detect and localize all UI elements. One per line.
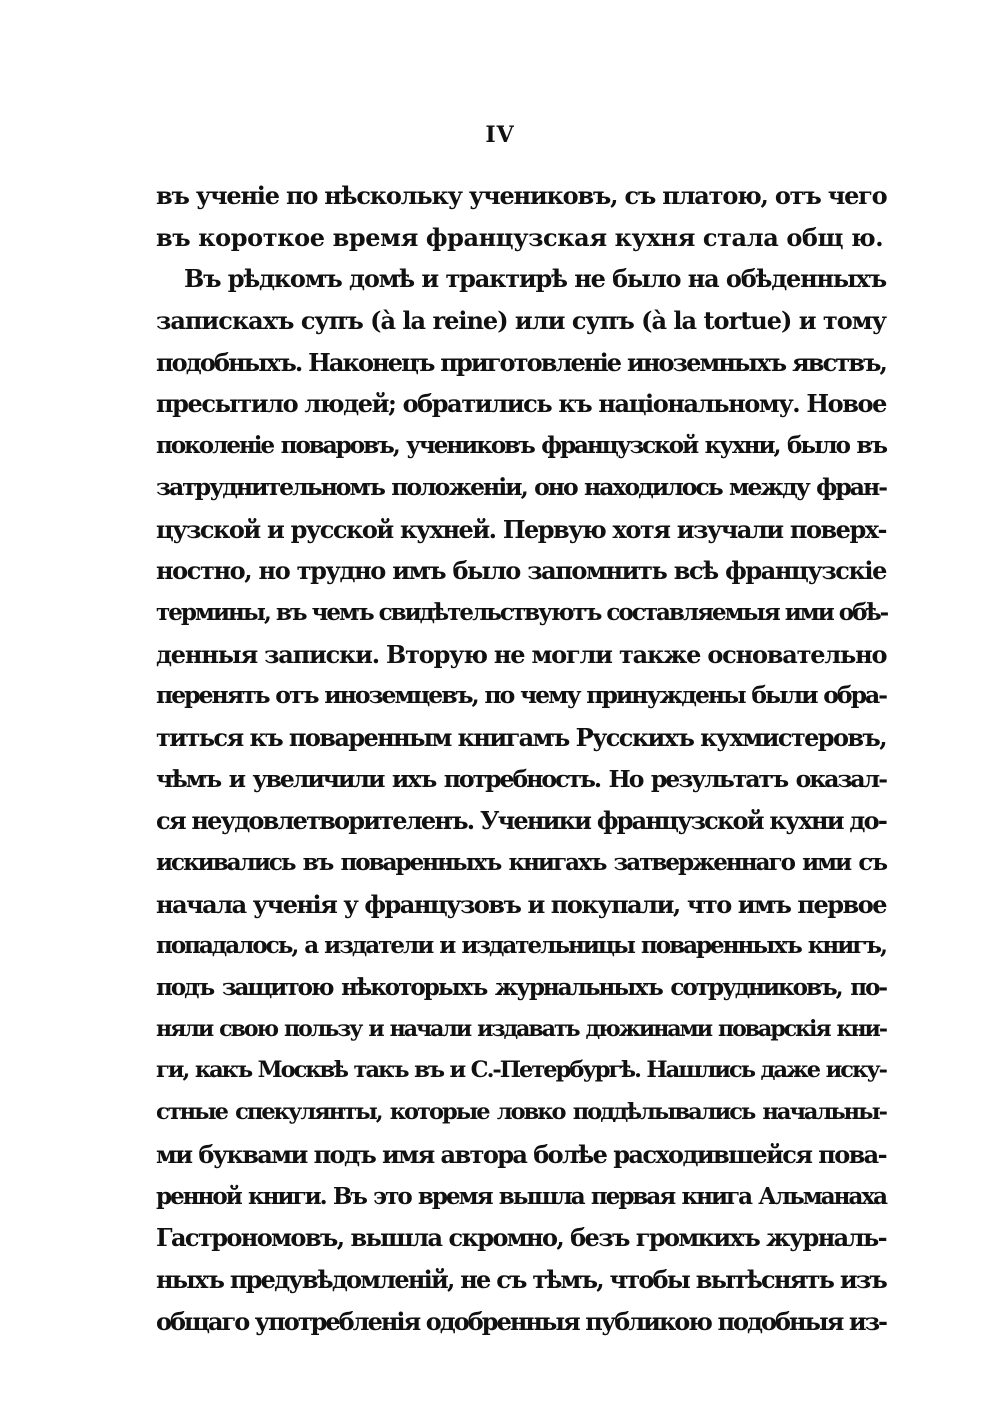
text-line: денныя записки. Вторую не могли также основательно <box>156 639 887 669</box>
text-line: начала ученія у французовъ и покупали, что имъ первое <box>156 889 886 919</box>
text-line: въ ученіе по нѣскольку учениковъ, съ платою, отъ чего <box>156 181 887 210</box>
text-line: чѣмъ и увеличили ихъ потребность. Но результатъ оказал- <box>156 764 886 793</box>
text-line: поколеніе поваровъ, учениковъ французской кухни, было въ <box>156 432 886 460</box>
text-line: попадалось, а издатели и издательницы поваренныхъ книгъ, <box>156 932 886 960</box>
text-line: затруднительномъ положеніи, оно находилось между фран- <box>156 472 886 501</box>
text-line: термины, въ чемъ свидѣтельствуютъ составляемыя ими обѣ- <box>156 598 888 626</box>
page-number: IV <box>485 122 515 148</box>
text-line: титься къ поваренным книгамъ Русскихъ кухмистеровъ, <box>156 722 886 752</box>
text-line: общаго употребленія одобренныя публикою подобныя из- <box>156 1306 886 1336</box>
text-line: Въ рѣдкомъ домѣ и трактирѣ не было на обѣденныхъ <box>184 264 886 294</box>
text-line: цузской и русской кухней. Первую хотя изучали поверх- <box>156 514 886 544</box>
text-line: ся неудовлетворителенъ. Ученики французской кухни до- <box>156 806 886 836</box>
text-line: ныхъ предувѣдомленій, не съ тѣмъ, чтобы вытѣснять изъ <box>156 1264 886 1294</box>
text-line: перенять отъ иноземцевъ, по чему принуждены были обра- <box>156 681 886 710</box>
body-text <box>156 175 886 1342</box>
text-line: подъ защитою нѣкоторыхъ журнальныхъ сотрудниковъ, по- <box>156 974 886 1002</box>
text-line: Гастрономовъ, вышла скромно, безъ громкихъ журналь- <box>156 1223 886 1253</box>
text-line: ми буквами подъ имя автора болѣе расходившейся пова- <box>156 1139 886 1169</box>
text-line: ги, какъ Москвѣ такъ въ и С.-Петербургѣ. Нашлись даже иску- <box>156 1057 886 1084</box>
text-line: подобныхъ. Наконецъ приготовленіе иноземныхъ явствъ, <box>156 347 886 377</box>
text-line: няли свою пользу и начали издавать дюжинами поварскія кни- <box>156 1015 886 1042</box>
text-line: ностно, но трудно имъ было запомнить всѣ французскіе <box>156 556 886 586</box>
text-line: ренной книги. Въ это время вышла первая книга Альманаха <box>156 1182 886 1210</box>
text-line: запискахъ супъ (à la reine) или супъ (à la tortue) и тому <box>156 306 886 336</box>
text-line: пресытило людей; обратились къ національному. Новое <box>156 389 886 419</box>
text-line: въ короткое время французская кухня стала общ ю. <box>156 222 884 252</box>
text-line: искивались въ поваренныхъ книгахъ затверженнаго ими съ <box>156 849 886 876</box>
text-line: стные спекулянты, которые ловко поддѣлывались начальны- <box>156 1099 886 1126</box>
